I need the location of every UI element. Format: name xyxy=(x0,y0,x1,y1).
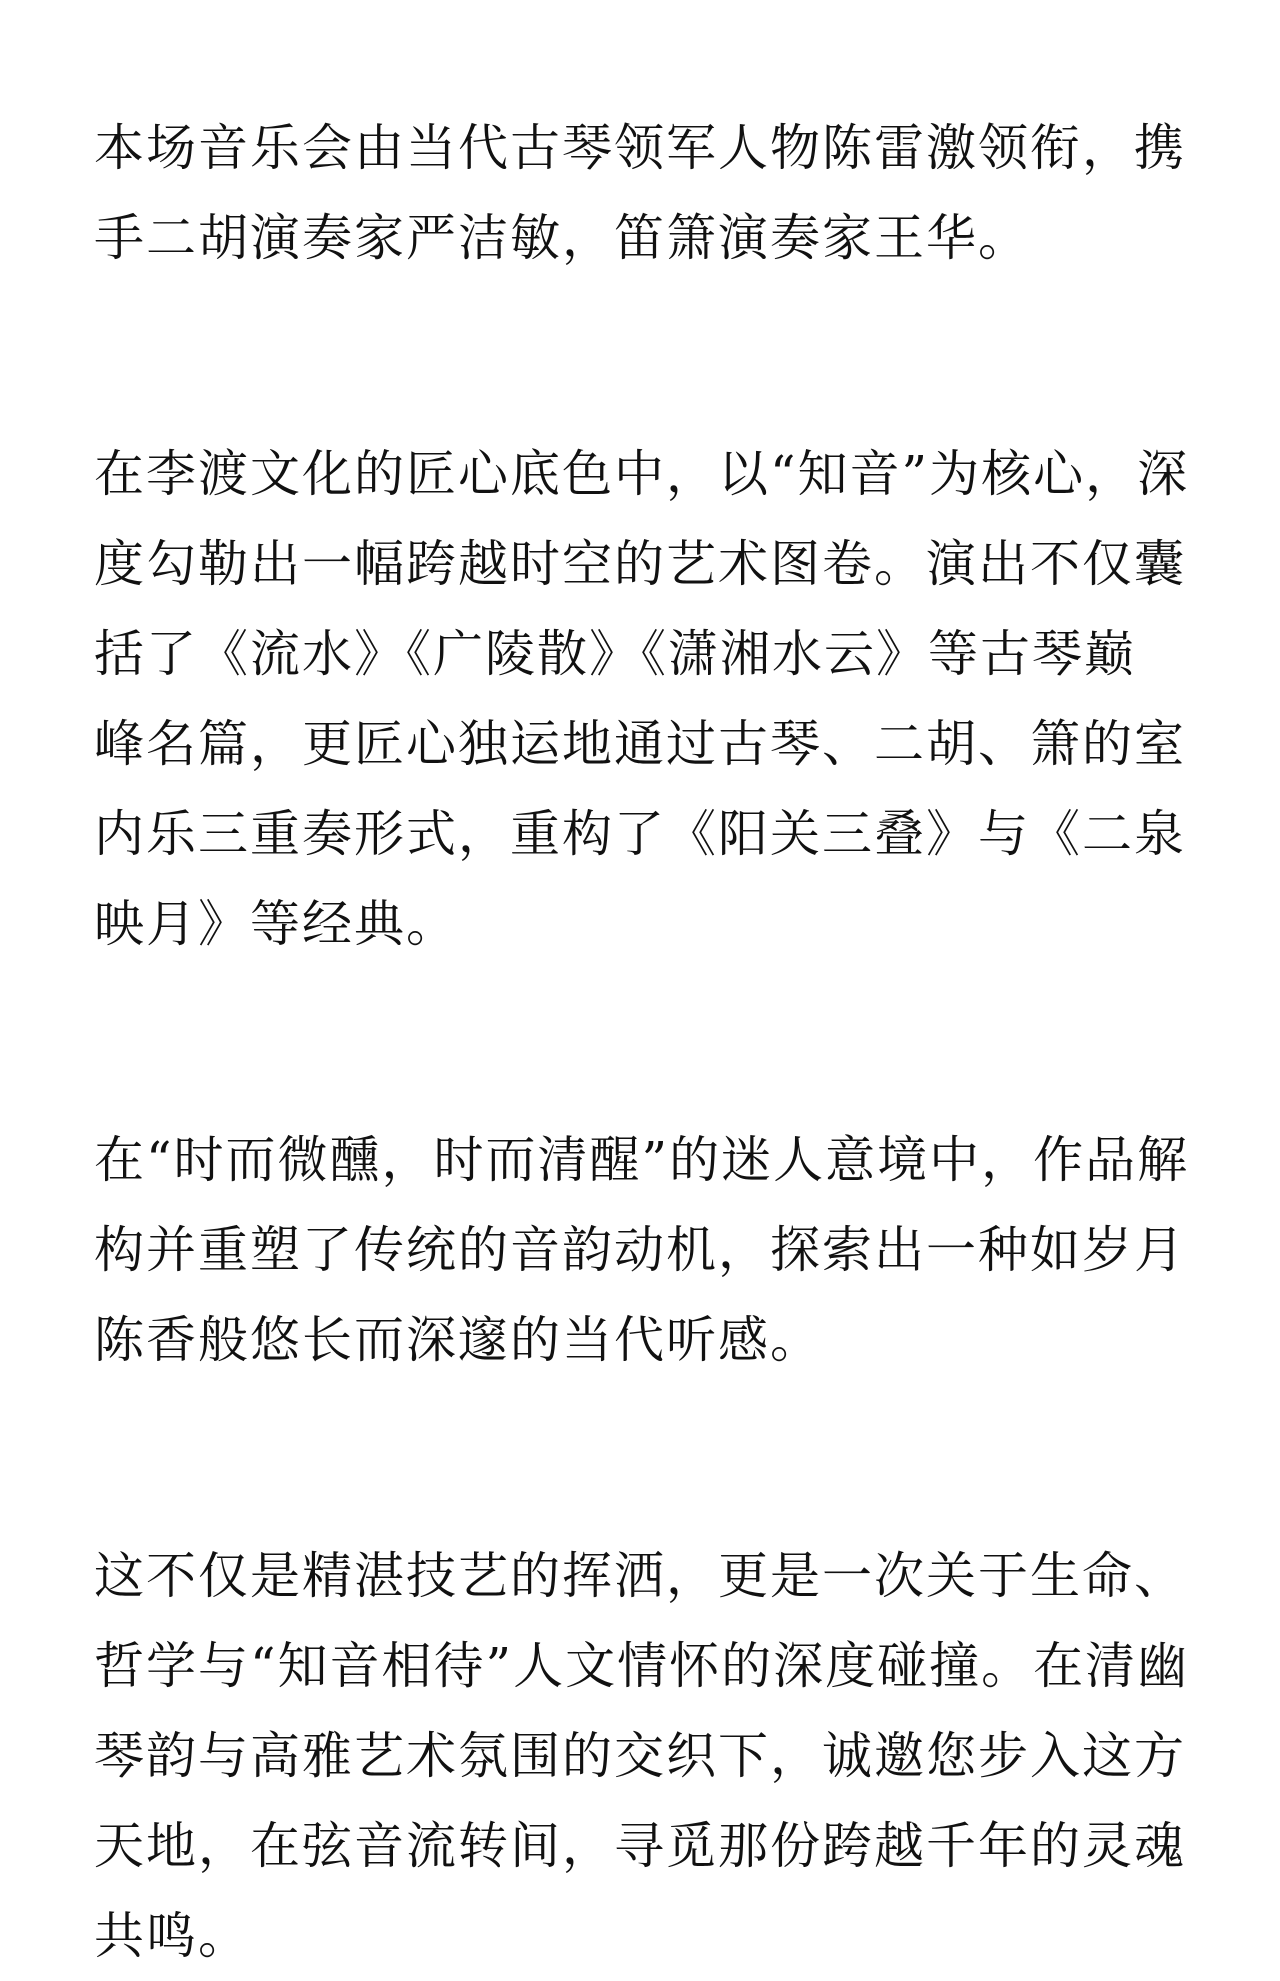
article-body xyxy=(94,103,1194,1981)
paragraph-line: 哲学与“知音相待”人文情怀的深度碰撞。在清幽 xyxy=(94,1637,1190,1695)
paragraph-line: 琴韵与高雅艺术氛围的交织下，诚邀您步入这方 xyxy=(94,1727,1186,1785)
paragraph-line: 这不仅是精湛技艺的挥洒，更是一次关于生命、 xyxy=(94,1547,1186,1605)
paragraph-line: 峰名篇，更匠心独运地通过古琴、二胡、箫的室 xyxy=(94,715,1186,773)
paragraph-spacer xyxy=(94,969,1194,1115)
paragraph-line: 括了《流水》《广陵散》《潇湘水云》等古琴巅 xyxy=(94,625,1136,683)
paragraph-line: 构并重塑了传统的音韵动机，探索出一种如岁月 xyxy=(94,1221,1186,1279)
paragraph-3 xyxy=(94,1115,1194,1385)
paragraph-line: 本场音乐会由当代古琴领军人物陈雷激领衔，携 xyxy=(94,119,1186,177)
paragraph-line: 映月》等经典。 xyxy=(94,895,458,953)
paragraph-1 xyxy=(94,103,1194,283)
paragraph-2 xyxy=(94,429,1194,969)
paragraph-line: 陈香般悠长而深邃的当代听感。 xyxy=(94,1311,822,1369)
paragraph-line: 度勾勒出一幅跨越时空的艺术图卷。演出不仅囊 xyxy=(94,535,1186,593)
paragraph-4 xyxy=(94,1531,1194,1981)
paragraph-spacer xyxy=(94,1385,1194,1531)
paragraph-line: 共鸣。 xyxy=(94,1907,250,1965)
paragraph-line: 内乐三重奏形式，重构了《阳关三叠》与《二泉 xyxy=(94,805,1186,863)
paragraph-spacer xyxy=(94,283,1194,429)
paragraph-line: 在“时而微醺，时而清醒”的迷人意境中，作品解 xyxy=(94,1131,1190,1189)
paragraph-line: 天地，在弦音流转间，寻觅那份跨越千年的灵魂 xyxy=(94,1817,1186,1875)
paragraph-line: 手二胡演奏家严洁敏，笛箫演奏家王华。 xyxy=(94,209,1030,267)
paragraph-line: 在李渡文化的匠心底色中，以“知音”为核心，深 xyxy=(94,445,1190,503)
